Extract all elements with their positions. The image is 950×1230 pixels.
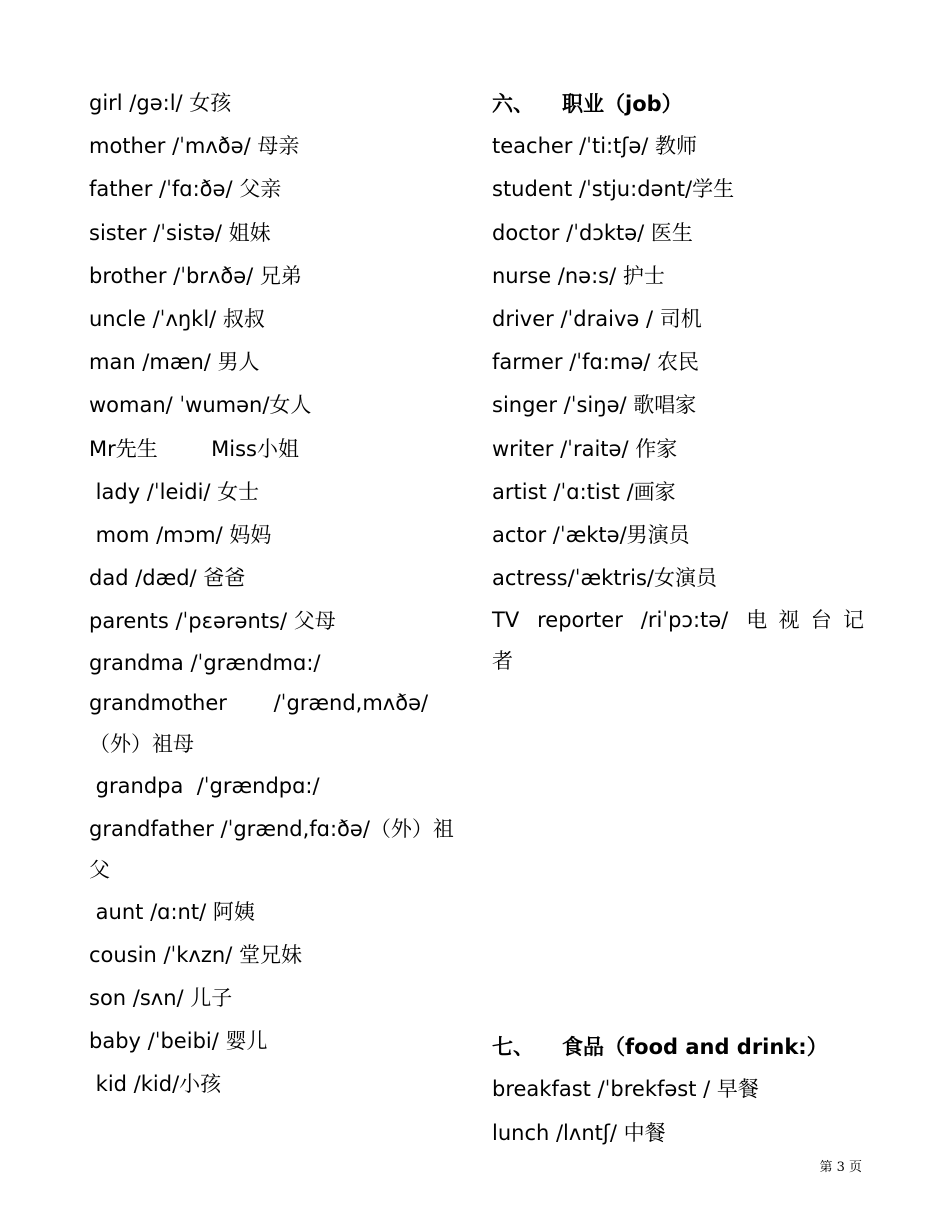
vocab-line: Mr先生 Miss小姐 [89,436,299,461]
vocab-line-wrapped: grandmother /ˈgrænd,mʌðə/ （外）祖母 [89,691,435,757]
vocab-line: lady /ˈleidi/ 女士 [89,479,260,504]
vocab-line: man /mæn/ 男人 [89,350,260,375]
vocab-line: kid /kid/小孩 [89,1072,222,1097]
section-heading-job [492,82,864,125]
vocab-line: mom /mɔm/ 妈妈 [89,522,272,547]
vocab-line: lunch /lʌntʃ/ 中餐 [492,1120,666,1145]
vocab-line: actress/ˈæktris/女演员 [492,566,717,591]
vocab-line: farmer /ˈfɑ:mə/ 农民 [492,350,699,375]
vocab-line: sister /ˈsistə/ 姐妹 [89,220,271,245]
vocab-line: cousin /ˈkʌzn/ 堂兄妹 [89,942,302,967]
vocab-line: writer /ˈraitə/ 作家 [492,436,678,461]
left-column [89,82,461,1107]
vocab-line: father /ˈfɑ:ðə/ 父亲 [89,177,282,202]
section-number: 六、 [492,91,534,116]
vocab-line: student /ˈstju:dənt/学生 [492,177,735,202]
vocab-line: grandma /ˈgrændmɑ:/ [89,651,321,676]
vocab-line: breakfast /ˈbrekfəst / 早餐 [492,1077,759,1102]
vocab-line: uncle /ˈʌŋkl/ 叔叔 [89,306,265,331]
page-number: 第 3 页 [819,1160,862,1175]
vocab-line-wrapped: grandfather /ˈgrænd,fɑ:ðə/（外）祖父 [89,816,454,882]
vocab-line-wrapped: TV reporter /riˈpɔ:tə/ 电 视 台 记 者 [492,608,871,674]
vocab-line: grandpa /ˈgrændpɑ:/ [89,774,320,799]
vocab-line: son /sʌn/ 儿子 [89,986,233,1010]
vocab-line: parents /ˈpɛərənts/ 父母 [89,609,336,634]
section-title: 食品（food and drink:） [562,1035,828,1060]
section-heading-food [492,1025,864,1068]
vocab-line: woman/ ˈwumən/女人 [89,393,312,418]
vocab-line: girl /gə:l/ 女孩 [89,91,232,115]
vocab-line: teacher /ˈti:tʃə/ 教师 [492,134,698,159]
vocab-line: mother /ˈmʌðə/ 母亲 [89,134,300,159]
vocab-line: driver /ˈdraivə / 司机 [492,306,702,331]
vocab-line: artist /ˈɑ:tist /画家 [492,479,676,504]
vocab-line: dad /dæd/ 爸爸 [89,566,246,591]
section-title: 职业（job） [562,92,683,116]
vocab-line: actor /ˈæktə/男演员 [492,522,690,547]
vocab-line: aunt /ɑ:nt/ 阿姨 [89,899,255,924]
vocab-line: baby /ˈbeibi/ 婴儿 [89,1029,268,1054]
right-column [492,82,871,1155]
vocab-line: brother /ˈbrʌðə/ 兄弟 [89,263,302,288]
column-gap [492,682,864,1025]
vocab-line: doctor /ˈdɔktə/ 医生 [492,220,693,245]
vocab-line: nurse /nə:s/ 护士 [492,263,665,288]
section-number: 七、 [492,1034,534,1060]
vocab-line: singer /ˈsiŋə/ 歌唱家 [492,393,697,418]
